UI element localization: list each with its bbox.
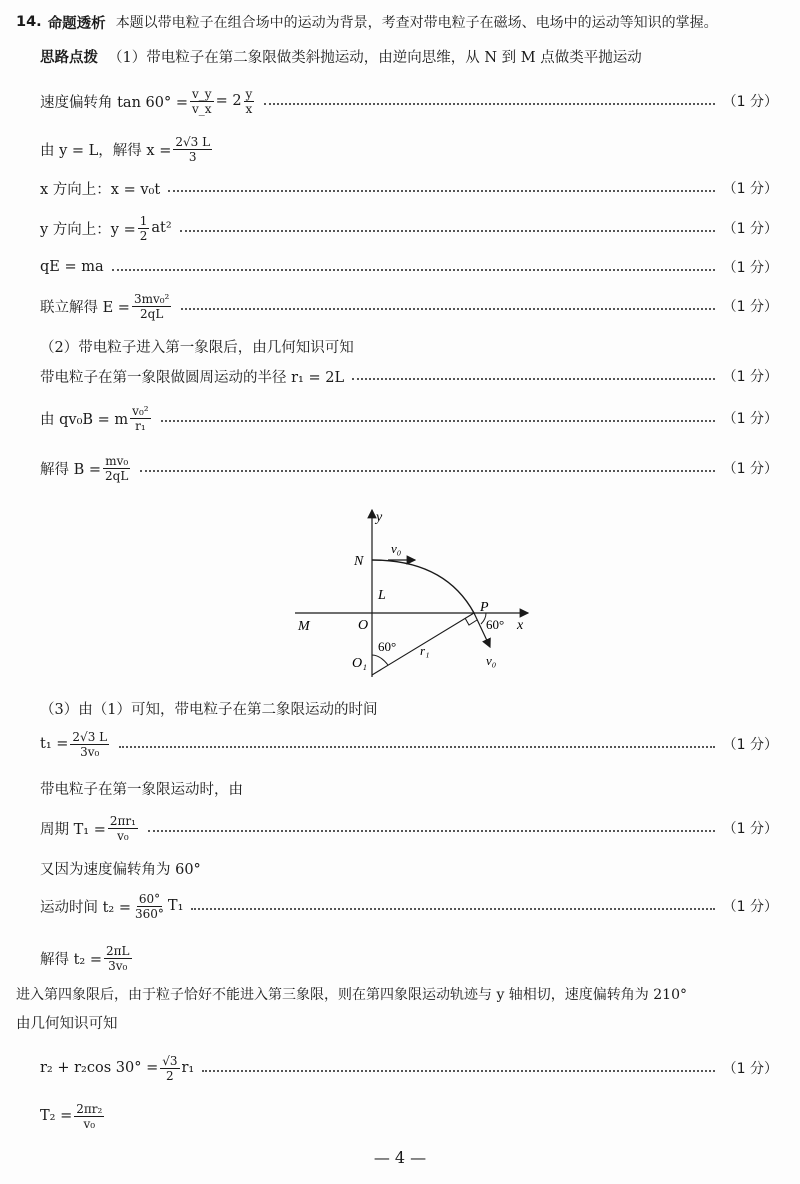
eq-line-3 [40,166,778,210]
eq-line-10 [40,446,778,490]
leader-dots [148,830,715,832]
point-N-label: N [354,554,364,569]
eq16-post: T₁ [167,898,184,914]
problem-number: 14. [16,14,42,30]
score: （1 分） [722,461,778,477]
fraction-60-360: $\frac{60^\circ}{360^\circ}$ [135,891,164,921]
fraction-x-value: $\frac{2√3 L}{3}$ [175,134,211,164]
leader-dots [140,470,714,472]
eq-line-14 [40,806,778,850]
fraction-one-half: $\frac{1}{2}$ [139,213,148,243]
eq15-text: 又因为速度偏转角为 60° [40,861,201,878]
eq-line-9 [40,396,778,440]
eq4-text: y 方向上：y = [40,221,136,238]
fraction-E: $\frac{\text{3mv₀²}}{2qL}$ [133,291,170,321]
leader-dots [264,103,714,105]
fraction-v0sq-r1: v₀² r₁ [132,403,149,433]
eq-line-2 [40,127,778,171]
right-angle-mark [465,618,477,625]
score: （1 分） [722,94,778,110]
score: （1 分） [722,411,778,427]
eq14-text: 周期 T₁ = [40,821,106,838]
trajectory-diagram [290,505,530,680]
diagram-svg [290,505,530,680]
eq13-text: 带电粒子在第一象限运动时，由 [40,781,243,798]
eq20-post: r₁ [181,1060,195,1076]
eq-line-20 [40,1046,778,1090]
eq9-text: 由 qv₀B = m [40,411,129,428]
idea-text: （1）带电粒子在第二象限做类斜抛运动，由逆向思维，从 N 到 M 点做类平抛运动 [108,49,642,66]
fraction-t1: $\frac{2√3 L}{\text{3v₀}}$ [72,729,108,759]
eq-line-16 [40,884,778,928]
y-axis-label: y [376,510,383,525]
page-number: — 4 — [373,1148,427,1167]
score: （1 分） [722,181,778,197]
trajectory-arc [372,560,474,613]
eq1-text: 速度偏转角 tan 60° = [40,94,188,111]
part2-text: （2）带电粒子进入第一象限后，由几何知识可知 [40,339,354,356]
eq6-text: 联立解得 E = [40,299,130,316]
fraction-root3-2: $\frac{√3}{2}$ [162,1053,178,1083]
eq-line-8 [40,354,778,398]
eq4-post: at² [151,220,172,236]
length-L-label: L [378,588,386,603]
origin-label: O [358,618,369,633]
idea-label: 思路点拨 [40,49,98,66]
angle-arc-O1 [372,655,388,665]
x-axis-label: x [517,618,524,633]
eq-line-12 [40,722,778,766]
eq-line-13 [40,766,778,810]
fraction-vy-vx: $\frac{v\_y}{v\_x}$ [192,86,212,116]
fraction-B: $\frac{\text{mv₀}}{2qL}$ [105,453,129,483]
eq10-text: 解得 B = [40,461,102,478]
score: （1 分） [722,369,778,385]
score: （1 分） [722,260,778,276]
radius-label: r₁ [420,643,430,658]
score: （1 分） [722,299,778,315]
point-M-label: M [298,619,310,634]
fraction-y-x: y x [245,86,253,116]
leader-dots [181,308,714,310]
point-P-label: P [480,600,489,615]
idea-line [40,34,778,78]
eq-line-19 [16,1000,778,1044]
eq17-text: 解得 t₂ = [40,951,103,968]
score: （1 分） [722,899,778,915]
fraction-t2: $\frac{2\pi L}{\text{3v₀}}$ [106,943,130,973]
eq20-text: r₂ + r₂cos 30° = [40,1060,159,1076]
eq-line-1 [40,79,778,123]
eq-line-6 [40,284,778,328]
leader-dots [168,190,714,192]
eq-line-4 [40,206,778,250]
eq2-text: 由 y = L，解得 x = [40,142,172,159]
score: （1 分） [722,821,778,837]
part3-text: （3）由（1）可知，带电粒子在第二象限运动的时间 [40,701,378,718]
leader-dots [180,230,715,232]
fraction-T2: $\frac{\text{2πr₂}}{\text{v₀}}$ [76,1101,103,1131]
angle-P-label: 60° [486,617,505,632]
leader-dots [191,908,714,910]
score: （1 分） [722,221,778,237]
velocity-N-label: v₀ [391,541,402,556]
eq16-text: 运动时间 t₂ = [40,899,132,916]
eq21-text: T₂ = [40,1108,73,1124]
leader-dots [161,420,715,422]
leader-dots [112,269,715,271]
analysis-label: 命题透析 [47,15,106,32]
fraction-T1: $\frac{\text{2πr₁}}{\text{v₀}}$ [109,813,136,843]
velocity-P-label: v₀ [486,653,497,668]
analysis-text: 本题以带电粒子在组合场中的运动为背景，考查对带电粒子在磁场、电场中的运动等知识的掌握。 [115,15,718,31]
leader-dots [352,378,715,380]
eq5-text: qE = ma [40,259,104,275]
score: （1 分） [722,1061,778,1077]
center-O1-label: O₁ [352,656,367,671]
eq-line-5 [40,245,778,289]
eq19-text: 由几何知识可知 [16,1015,118,1032]
eq8-text: 带电粒子在第一象限做圆周运动的半径 r₁ = 2L [40,369,345,386]
eq12-text: t₁ = [40,736,69,752]
eq3-text: x 方向上：x = v₀t [40,181,161,198]
eq-line-21 [40,1094,778,1138]
angle-O1-label: 60° [378,639,397,654]
eq18-text: 进入第四象限后，由于粒子恰好不能进入第三象限，则在第四象限运动轨迹与 y 轴相切，速度偏转角为 210° [16,987,687,1003]
leader-dots [202,1070,714,1072]
score: （1 分） [722,737,778,753]
leader-dots [119,746,715,748]
eq1-mid: = 2 [215,93,242,109]
